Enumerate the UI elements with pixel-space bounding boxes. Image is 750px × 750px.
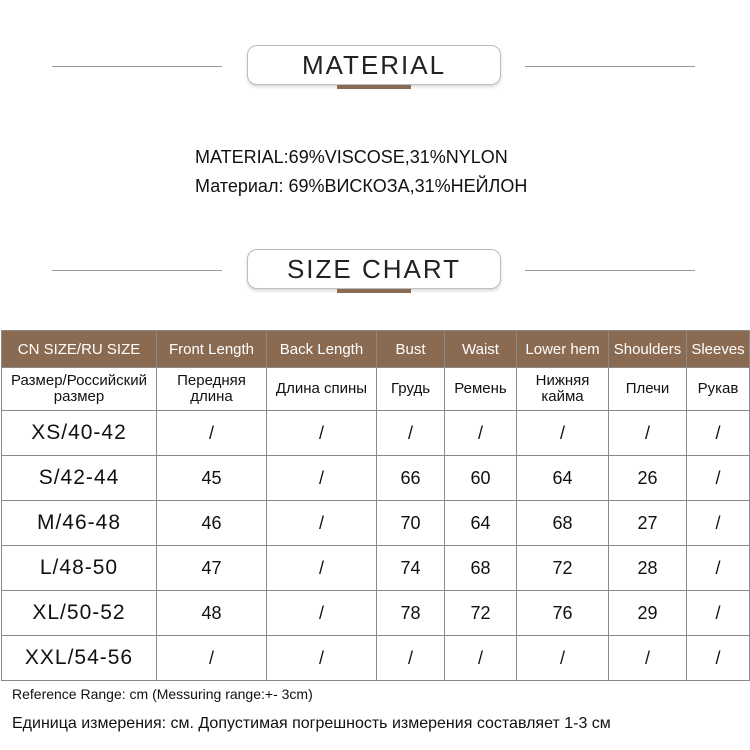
measurement-cell: 64	[517, 456, 609, 501]
size-chart-header-title: SIZE CHART	[286, 253, 462, 284]
column-header: Front Length	[157, 331, 267, 368]
column-header: Back Length	[267, 331, 377, 368]
column-header: Waist	[445, 331, 517, 368]
divider-line	[52, 270, 222, 271]
header-row-english	[2, 331, 750, 368]
column-header: Sleeves	[687, 331, 750, 368]
measurement-cell: /	[609, 411, 687, 456]
measurement-cell: /	[445, 411, 517, 456]
header-row-russian	[2, 368, 750, 411]
material-header-title: MATERIAL	[301, 49, 447, 80]
size-chart-table	[1, 330, 750, 681]
measurement-cell: /	[157, 636, 267, 681]
measurement-cell: /	[445, 636, 517, 681]
size-chart-header-pill	[247, 249, 501, 289]
measurement-cell: 29	[609, 591, 687, 636]
measurement-cell: /	[267, 591, 377, 636]
column-header-ru: Ремень	[445, 368, 517, 411]
measurement-cell: /	[267, 636, 377, 681]
measurement-cell: 28	[609, 546, 687, 591]
measurement-cell: 46	[157, 501, 267, 546]
measurement-cell: 26	[609, 456, 687, 501]
header-accent-bar	[337, 289, 411, 293]
measurement-cell: /	[377, 636, 445, 681]
measurement-cell: /	[687, 456, 750, 501]
measurement-cell: 64	[445, 501, 517, 546]
column-header-ru: Длина спины	[267, 368, 377, 411]
measurement-cell: 60	[445, 456, 517, 501]
measurement-cell: 74	[377, 546, 445, 591]
measurement-cell: /	[267, 501, 377, 546]
size-cell: L/48-50	[2, 546, 157, 591]
footer-measurement-note: Единица измерения: см. Допустимая погрешность измерения составляет 1-3 см	[12, 715, 611, 732]
measurement-cell: 47	[157, 546, 267, 591]
footer-reference-range: Reference Range: cm (Messuring range:+- 3cm)	[12, 686, 313, 702]
size-chart-section-header	[0, 249, 750, 299]
table-row	[2, 456, 750, 501]
divider-line	[52, 66, 222, 67]
table-row	[2, 591, 750, 636]
column-header-ru: Нижняя кайма	[517, 368, 609, 411]
column-header: Bust	[377, 331, 445, 368]
size-cell: XXL/54-56	[2, 636, 157, 681]
material-header-pill	[247, 45, 501, 85]
table-row	[2, 501, 750, 546]
measurement-cell: /	[609, 636, 687, 681]
size-cell: XS/40-42	[2, 411, 157, 456]
measurement-cell: 76	[517, 591, 609, 636]
measurement-cell: 45	[157, 456, 267, 501]
column-header: Lower hem	[517, 331, 609, 368]
table-row	[2, 546, 750, 591]
material-russian: Материал: 69%ВИСКОЗА,31%НЕЙЛОН	[195, 176, 528, 196]
measurement-cell: /	[687, 546, 750, 591]
measurement-cell: 68	[445, 546, 517, 591]
table-row	[2, 636, 750, 681]
measurement-cell: 27	[609, 501, 687, 546]
material-english: MATERIAL:69%VISCOSE,31%NYLON	[195, 147, 508, 167]
material-section-header	[0, 45, 750, 95]
measurement-cell: /	[517, 636, 609, 681]
measurement-cell: /	[267, 546, 377, 591]
size-cell: XL/50-52	[2, 591, 157, 636]
column-header: Shoulders	[609, 331, 687, 368]
measurement-cell: 70	[377, 501, 445, 546]
measurement-cell: 72	[445, 591, 517, 636]
measurement-cell: 68	[517, 501, 609, 546]
measurement-cell: /	[157, 411, 267, 456]
measurement-cell: /	[687, 591, 750, 636]
measurement-cell: /	[687, 411, 750, 456]
column-header: CN SIZE/RU SIZE	[2, 331, 157, 368]
divider-line	[525, 270, 695, 271]
divider-line	[525, 66, 695, 67]
measurement-cell: /	[377, 411, 445, 456]
column-header-ru: Размер/Российский размер	[2, 368, 157, 411]
size-cell: S/42-44	[2, 456, 157, 501]
header-accent-bar	[337, 85, 411, 89]
column-header-ru: Плечи	[609, 368, 687, 411]
measurement-cell: 72	[517, 546, 609, 591]
measurement-cell: /	[267, 411, 377, 456]
measurement-cell: /	[267, 456, 377, 501]
size-cell: M/46-48	[2, 501, 157, 546]
measurement-cell: 66	[377, 456, 445, 501]
measurement-cell: 48	[157, 591, 267, 636]
column-header-ru: Рукав	[687, 368, 750, 411]
table-row	[2, 411, 750, 456]
column-header-ru: Грудь	[377, 368, 445, 411]
measurement-cell: 78	[377, 591, 445, 636]
measurement-cell: /	[687, 636, 750, 681]
measurement-cell: /	[687, 501, 750, 546]
measurement-cell: /	[517, 411, 609, 456]
column-header-ru: Передняя длина	[157, 368, 267, 411]
